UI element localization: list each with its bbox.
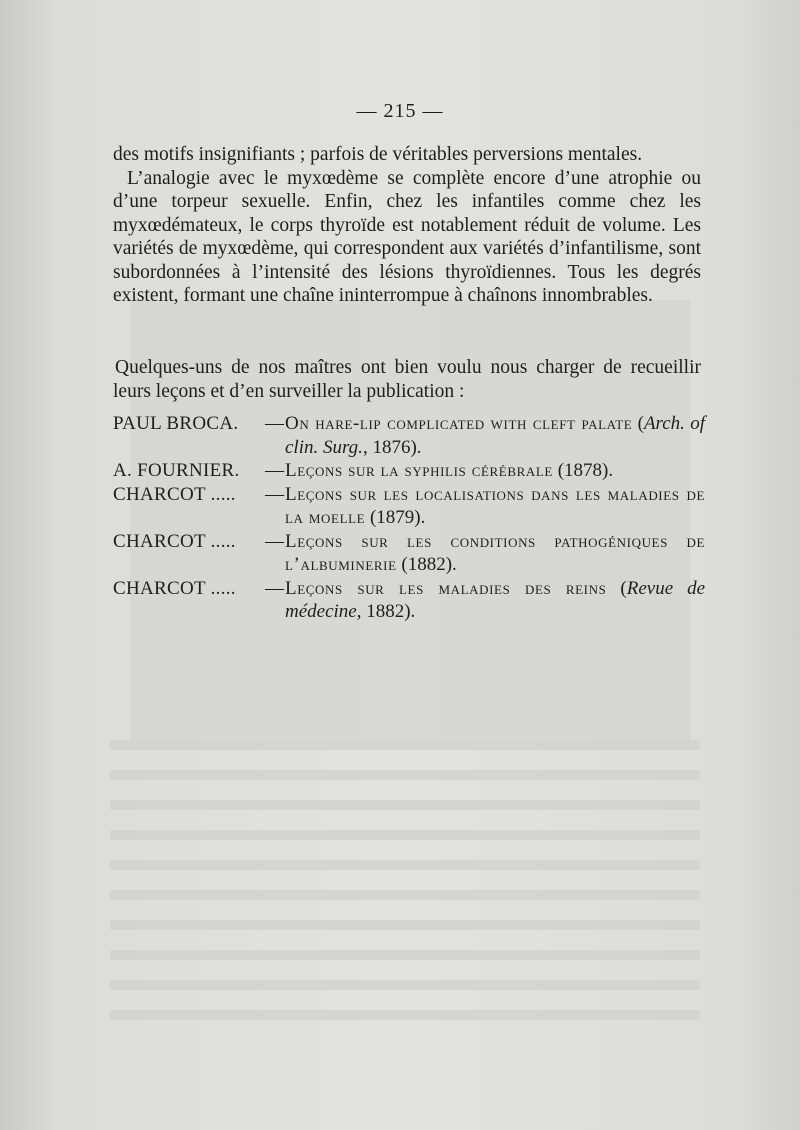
entry-year: , 1882). bbox=[356, 601, 416, 622]
paragraph-text: L’analogie avec le myxœdème se complète encore d’une atrophie ou d’une torpeur sexuelle. Enfin, chez les infantiles comme chez les myxœdémateux, le corps thyroïde est notablement réduit de volume. Les variétés de myxœdème, qui correspondent aux variétés d’infantilisme, sont subordonnées à l’intensité des lésions thyroïdiennes. Tous les degrés existent, formant une chaîne ininterrompue à chaînons innombrables. bbox=[113, 167, 701, 306]
entry-body bbox=[285, 577, 705, 624]
publication-entry bbox=[113, 459, 705, 483]
publication-list bbox=[113, 412, 705, 624]
entry-body bbox=[285, 459, 705, 483]
entry-author: CHARCOT ..... bbox=[113, 530, 236, 552]
entry-body bbox=[285, 530, 705, 577]
body-paragraph bbox=[113, 143, 701, 308]
entry-title: Leçons sur les localisations dans les maladies de la moelle bbox=[285, 483, 705, 528]
entry-year: , 1876). bbox=[362, 436, 422, 458]
entry-dash: — bbox=[265, 460, 284, 481]
entry-paren: ( bbox=[632, 413, 644, 434]
entry-paren: ( bbox=[606, 577, 627, 599]
entry-year: (1879). bbox=[365, 507, 426, 528]
entry-source: Arch. of clin. Surg. bbox=[285, 413, 705, 458]
entry-author: A. FOURNIER. bbox=[113, 460, 240, 481]
entry-year: (1882). bbox=[396, 554, 457, 575]
paragraph-line: des motifs insignifiants ; parfois de véritables perversions mentales. bbox=[113, 144, 643, 165]
entry-dash: — bbox=[265, 413, 284, 434]
entry-title: Leçons sur les maladies des reins bbox=[285, 577, 607, 599]
bleed-through-text bbox=[110, 740, 700, 1040]
publication-entry bbox=[113, 530, 705, 577]
entry-author: PAUL BROCA. bbox=[113, 413, 239, 434]
publication-entry bbox=[113, 577, 705, 624]
entry-body bbox=[285, 412, 705, 459]
entry-source: Revue de médecine bbox=[285, 577, 706, 622]
entry-title: On hare-lip complicated with cleft palate bbox=[285, 413, 633, 434]
entry-dash: — bbox=[265, 483, 284, 505]
entry-dash: — bbox=[265, 577, 284, 599]
publication-entry bbox=[113, 412, 705, 459]
entry-title: Leçons sur la syphilis cérébrale bbox=[285, 460, 553, 481]
page-number: — 215 — bbox=[356, 100, 444, 122]
entry-author: CHARCOT ..... bbox=[113, 483, 236, 505]
entry-body bbox=[285, 483, 705, 530]
publication-entry bbox=[113, 483, 705, 530]
entry-title: Leçons sur les conditions pathogéniques de l’albuminerie bbox=[285, 530, 705, 575]
entry-year: (1878). bbox=[552, 460, 614, 481]
entry-dash: — bbox=[265, 530, 284, 552]
entry-author: CHARCOT ..... bbox=[113, 577, 236, 599]
intro-paragraph: Quelques-uns de nos maîtres ont bien voulu nous charger de recueillir leurs leçons et d’en surveiller la publication : bbox=[113, 357, 701, 402]
